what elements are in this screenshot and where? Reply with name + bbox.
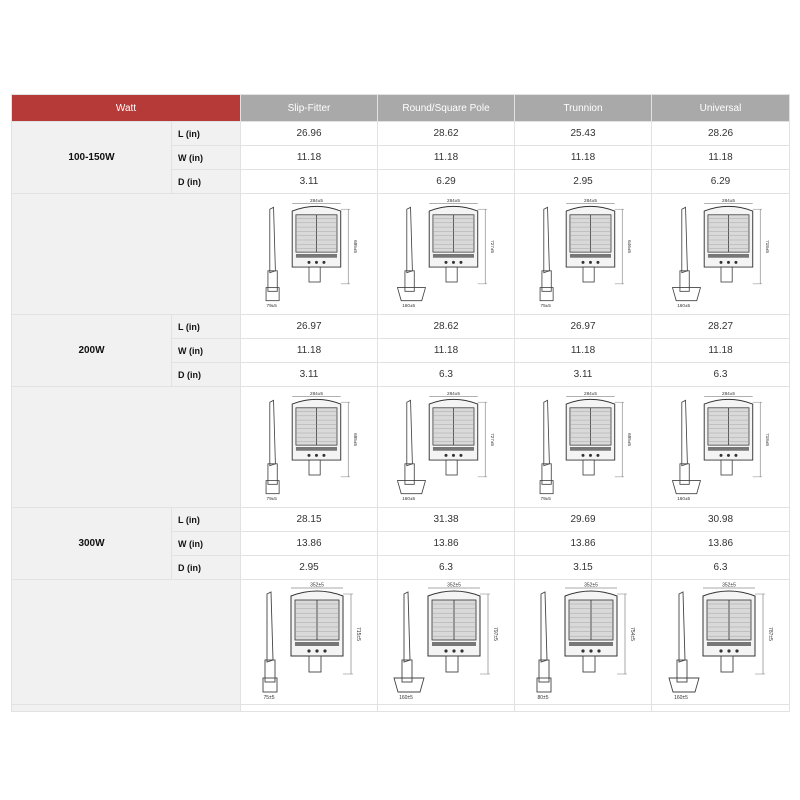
watt-group-label: 100-150W <box>12 122 172 194</box>
length-dimension-label: 787±5 <box>766 627 773 641</box>
dimension-value: 28.27 <box>652 315 790 339</box>
width-dimension-label: 352±5 <box>721 582 736 589</box>
mount-header-round-square-pole: Round/Square Pole <box>378 95 515 122</box>
length-dimension-label: 685±5 <box>352 433 358 446</box>
length-dimension-label: 727±5 <box>489 433 495 446</box>
base-dimension-label: 75±5 <box>263 695 275 701</box>
base-dimension-label: 79±5 <box>540 496 551 502</box>
dimension-label: L (in) <box>172 122 241 146</box>
drawing-cell-pole-mount <box>378 387 515 508</box>
base-dimension-label: 80±5 <box>537 695 549 701</box>
dimension-value: 25.43 <box>515 122 652 146</box>
slip-fitter-fixture-drawing-icon <box>250 198 368 310</box>
slip-fitter-fixture-drawing-icon <box>247 582 371 702</box>
width-dimension-label: 284±5 <box>721 198 735 204</box>
dimension-value: 6.3 <box>378 363 515 387</box>
dimension-value: 2.95 <box>515 170 652 194</box>
universal-fixture-drawing-icon <box>662 198 780 310</box>
pole-mount-fixture-drawing-icon <box>387 391 505 503</box>
drawing-row-spacer <box>12 580 241 705</box>
continuation-cell <box>515 705 652 712</box>
continuation-cell <box>378 705 515 712</box>
dimension-value: 28.15 <box>241 508 378 532</box>
dimension-value: 13.86 <box>241 532 378 556</box>
dimension-value: 2.95 <box>241 556 378 580</box>
dimension-value: 11.18 <box>241 339 378 363</box>
dimension-value: 28.62 <box>378 122 515 146</box>
drawing-cell-universal <box>652 387 790 508</box>
spec-row <box>12 508 790 532</box>
dimension-label: W (in) <box>172 532 241 556</box>
watt-group-label: 200W <box>12 315 172 387</box>
dimension-value: 6.3 <box>652 363 790 387</box>
table-continuation-row <box>12 705 790 712</box>
mount-header-slip-fitter: Slip-Fitter <box>241 95 378 122</box>
slip-fitter-fixture-drawing-icon <box>250 391 368 503</box>
width-dimension-label: 284±5 <box>310 391 323 397</box>
width-dimension-label: 352±5 <box>310 582 324 589</box>
drawing-cell-trunnion <box>515 387 652 508</box>
dimension-value: 11.18 <box>515 146 652 170</box>
length-dimension-label: 685±5 <box>626 433 632 446</box>
continuation-cell <box>241 705 378 712</box>
dimension-value: 26.97 <box>241 315 378 339</box>
base-dimension-label: 79±5 <box>266 496 277 502</box>
width-dimension-label: 284±5 <box>584 391 597 397</box>
length-dimension-label: 685±5 <box>352 240 358 253</box>
dimension-value: 28.26 <box>652 122 790 146</box>
base-dimension-label: 75±5 <box>540 303 551 309</box>
base-dimension-label: 160±5 <box>676 496 690 502</box>
dimension-label: D (in) <box>172 556 241 580</box>
drawing-cell-slip-fitter <box>241 194 378 315</box>
dimension-value: 11.18 <box>652 339 790 363</box>
dimension-value: 3.15 <box>515 556 652 580</box>
base-dimension-label: 160±5 <box>673 695 688 701</box>
drawing-cell-slip-fitter <box>241 580 378 705</box>
dimension-value: 6.3 <box>378 556 515 580</box>
drawing-row <box>12 580 790 705</box>
width-dimension-label: 284±5 <box>447 391 460 397</box>
drawing-row <box>12 387 790 508</box>
universal-fixture-drawing-icon <box>662 391 780 503</box>
dimension-value: 26.96 <box>241 122 378 146</box>
drawing-cell-slip-fitter <box>241 387 378 508</box>
trunnion-fixture-drawing-icon <box>524 198 642 310</box>
dimension-value: 11.18 <box>378 339 515 363</box>
dimension-value: 11.18 <box>652 146 790 170</box>
watt-header: Watt <box>12 95 241 122</box>
dimension-value: 30.98 <box>652 508 790 532</box>
drawing-row <box>12 194 790 315</box>
dimension-value: 6.3 <box>652 556 790 580</box>
dimension-value: 13.86 <box>515 532 652 556</box>
continuation-cell <box>652 705 790 712</box>
specification-table <box>11 94 790 712</box>
dimension-label: W (in) <box>172 339 241 363</box>
header-row <box>12 95 790 122</box>
drawing-cell-trunnion <box>515 580 652 705</box>
dimension-value: 6.29 <box>378 170 515 194</box>
drawing-cell-universal <box>652 580 790 705</box>
length-dimension-label: 754±5 <box>629 627 635 641</box>
dimension-value: 31.38 <box>378 508 515 532</box>
length-dimension-label: 718±5 <box>764 433 770 446</box>
dimension-value: 13.86 <box>652 532 790 556</box>
dimension-label: D (in) <box>172 170 241 194</box>
trunnion-fixture-drawing-icon <box>521 582 645 702</box>
dimension-value: 3.11 <box>515 363 652 387</box>
dimension-value: 3.11 <box>241 363 378 387</box>
dimension-value: 3.11 <box>241 170 378 194</box>
trunnion-fixture-drawing-icon <box>524 391 642 503</box>
drawing-cell-universal <box>652 194 790 315</box>
dimension-value: 13.86 <box>378 532 515 556</box>
universal-fixture-drawing-icon <box>659 582 783 702</box>
dimension-label: L (in) <box>172 315 241 339</box>
dimension-label: W (in) <box>172 146 241 170</box>
mount-header-trunnion: Trunnion <box>515 95 652 122</box>
drawing-row-spacer <box>12 194 241 315</box>
length-dimension-label: 646±5 <box>626 240 632 253</box>
length-dimension-label: 797±5 <box>492 627 498 641</box>
base-dimension-label: 160±5 <box>402 496 416 502</box>
dimension-value: 11.18 <box>515 339 652 363</box>
dimension-value: 11.18 <box>241 146 378 170</box>
base-dimension-label: 79±5 <box>266 303 277 309</box>
dimension-value: 6.29 <box>652 170 790 194</box>
dimension-value: 11.18 <box>378 146 515 170</box>
continuation-spacer <box>12 705 241 712</box>
drawing-cell-pole-mount <box>378 194 515 315</box>
spec-row <box>12 315 790 339</box>
mount-header-universal: Universal <box>652 95 790 122</box>
width-dimension-label: 284±5 <box>584 198 597 204</box>
pole-mount-fixture-drawing-icon <box>384 582 508 702</box>
spec-row <box>12 122 790 146</box>
width-dimension-label: 352±5 <box>584 582 598 589</box>
length-dimension-label: 715±5 <box>355 627 361 641</box>
length-dimension-label: 718±5 <box>764 240 770 253</box>
base-dimension-label: 160±5 <box>676 303 690 309</box>
drawing-row-spacer <box>12 387 241 508</box>
width-dimension-label: 284±5 <box>310 198 323 204</box>
watt-group-label: 300W <box>12 508 172 580</box>
dimension-value: 29.69 <box>515 508 652 532</box>
dimension-label: L (in) <box>172 508 241 532</box>
drawing-cell-pole-mount <box>378 580 515 705</box>
base-dimension-label: 160±5 <box>402 303 416 309</box>
length-dimension-label: 727±5 <box>489 240 495 253</box>
width-dimension-label: 284±5 <box>447 198 460 204</box>
dimension-value: 26.97 <box>515 315 652 339</box>
drawing-cell-trunnion <box>515 194 652 315</box>
dimension-value: 28.62 <box>378 315 515 339</box>
dimension-label: D (in) <box>172 363 241 387</box>
width-dimension-label: 284±5 <box>721 391 735 397</box>
base-dimension-label: 160±5 <box>399 695 413 701</box>
pole-mount-fixture-drawing-icon <box>387 198 505 310</box>
width-dimension-label: 352±5 <box>447 582 461 589</box>
